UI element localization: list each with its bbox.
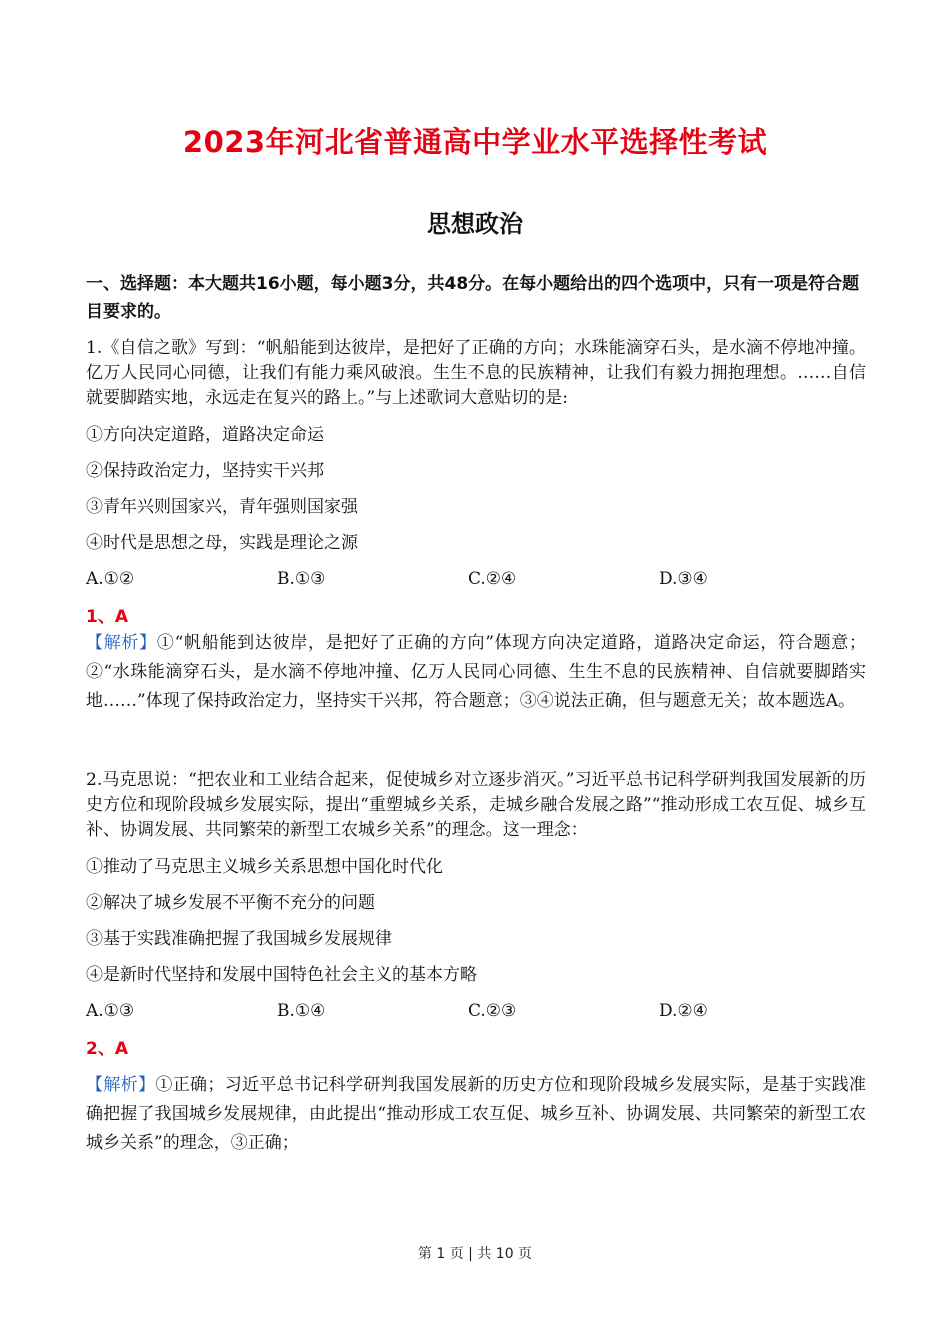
- choice-a: A.①③: [86, 1001, 135, 1021]
- statement-1: ①方向决定道路，道路决定命运: [86, 425, 324, 445]
- statement-2: ②保持政治定力，坚持实干兴邦: [86, 461, 324, 481]
- statement-1: ①推动了马克思主义城乡关系思想中国化时代化: [86, 857, 443, 877]
- statement-2: ②解决了城乡发展不平衡不充分的问题: [86, 893, 375, 913]
- page-footer: 第 1 页 | 共 10 页: [417, 1246, 533, 1262]
- choice-a: A.①②: [86, 569, 135, 589]
- statement-4: ④是新时代坚持和发展中国特色社会主义的基本方略: [86, 965, 477, 985]
- exam-content: [86, 270, 866, 1158]
- statement-3: ③基于实践准确把握了我国城乡发展规律: [86, 929, 392, 949]
- analysis: [86, 629, 866, 716]
- answer-key: 1、A: [86, 607, 128, 627]
- choice-c: C.②④: [468, 569, 517, 589]
- choice-c: C.②③: [468, 1001, 517, 1021]
- choice-b: B.①④: [277, 1001, 326, 1021]
- subject-title: 思想政治: [427, 210, 523, 238]
- analysis-text: ①正确；习近平总书记科学研判我国发展新的历史方位和现阶段城乡发展实际，是基于实践准确把握了我国城乡发展规律，由此提出“推动形成工农互促、城乡互补、协调发展、共同繁荣的新型工农城乡关系”的理念，③正确；: [86, 1075, 867, 1153]
- choice-d: D.③④: [659, 569, 708, 589]
- answer-key: 2、A: [86, 1039, 128, 1059]
- statement-4: ④时代是思想之母，实践是理论之源: [86, 533, 358, 553]
- answer-choices: [86, 565, 866, 601]
- analysis-text: ①“帆船能到达彼岸，是把好了正确的方向”体现方向决定道路，道路决定命运，符合题意；②“水珠能滴穿石头，是水滴不停地冲撞、亿万人民同心同德、生生不息的民族精神、自信就要脚踏实地……”体现了保持政治定力，坚持实干兴邦，符合题意；③④说法正确，但与题意无关；故本题选A。: [86, 633, 866, 711]
- analysis-tag: 【解析】: [86, 633, 157, 653]
- question-2: [86, 768, 866, 1158]
- answer-choices: [86, 997, 866, 1033]
- statement-3: ③青年兴则国家兴，青年强则国家强: [86, 497, 358, 517]
- question-stem: 1.《自信之歌》写到：“帆船能到达彼岸，是把好了正确的方向；水珠能滴穿石头，是水滴不停地冲撞。亿万人民同心同德，让我们有能力乘风破浪。生生不息的民族精神，让我们有毅力拥抱理想。……自信就要脚踏实地，永远走在复兴的路上。”与上述歌词大意贴切的是:: [86, 338, 866, 408]
- choice-b: B.①③: [277, 569, 326, 589]
- question-stem: 2.马克思说：“把农业和工业结合起来，促使城乡对立逐步消灭。”习近平总书记科学研判我国发展新的历史方位和现阶段城乡发展实际，提出“重塑城乡关系，走城乡融合发展之路”“推动形成工农互促、城乡互补、协调发展、共同繁荣的新型工农城乡关系”的理念。这一理念：: [86, 770, 866, 840]
- choice-d: D.②④: [659, 1001, 708, 1021]
- question-1: [86, 336, 866, 716]
- analysis-tag: 【解析】: [86, 1075, 156, 1095]
- exam-title: 2023年河北省普通高中学业水平选择性考试: [182, 125, 768, 159]
- section-heading: 一、选择题：本大题共16小题，每小题3分，共48分。在每小题给出的四个选项中，只有一项是符合题目要求的。: [86, 274, 860, 322]
- analysis: [86, 1071, 866, 1158]
